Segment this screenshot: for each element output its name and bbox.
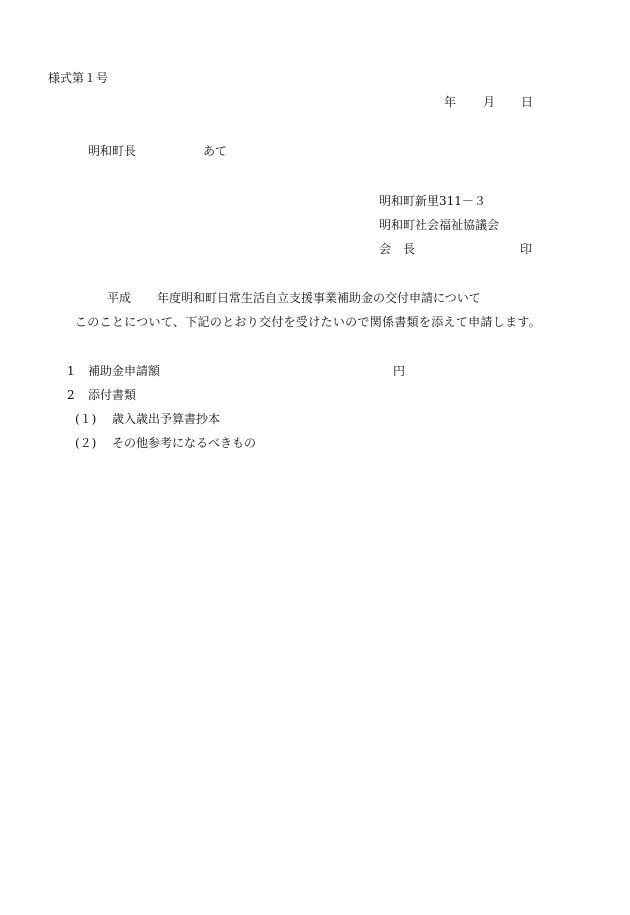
item-number: 1: [67, 364, 75, 378]
form-number: 様式第１号: [48, 71, 109, 85]
addressee-name: 明和町長: [88, 144, 137, 158]
date-day-label: 日: [521, 95, 534, 109]
item-label-attachments: 添付書類: [88, 388, 137, 402]
subject-era: 平成: [107, 291, 132, 305]
applicant-address: 明和町新里311－３: [379, 194, 486, 208]
attachment-label: 歳入歳出予算書抄本: [112, 412, 221, 426]
item-label-subsidy-amount: 補助金申請額: [88, 364, 161, 378]
date-year-label: 年: [444, 95, 457, 109]
date-month-label: 月: [483, 95, 496, 109]
attachment-number: (１): [75, 412, 97, 426]
subject-text: 年度明和町日常生活自立支援事業補助金の交付申請について: [157, 291, 481, 305]
seal-mark: 印: [520, 242, 533, 256]
addressee-suffix: あて: [203, 144, 228, 158]
attachment-number: (２): [75, 436, 97, 450]
attachment-label: その他参考になるべきもの: [112, 436, 257, 450]
item-number: 2: [67, 388, 75, 402]
applicant-organization: 明和町社会福祉協議会: [379, 218, 500, 232]
applicant-title: 会 長: [379, 242, 416, 256]
item-unit-yen: 円: [393, 364, 406, 378]
body-text: このことについて、下記のとおり交付を受けたいので関係書類を添えて申請します。: [75, 315, 541, 329]
